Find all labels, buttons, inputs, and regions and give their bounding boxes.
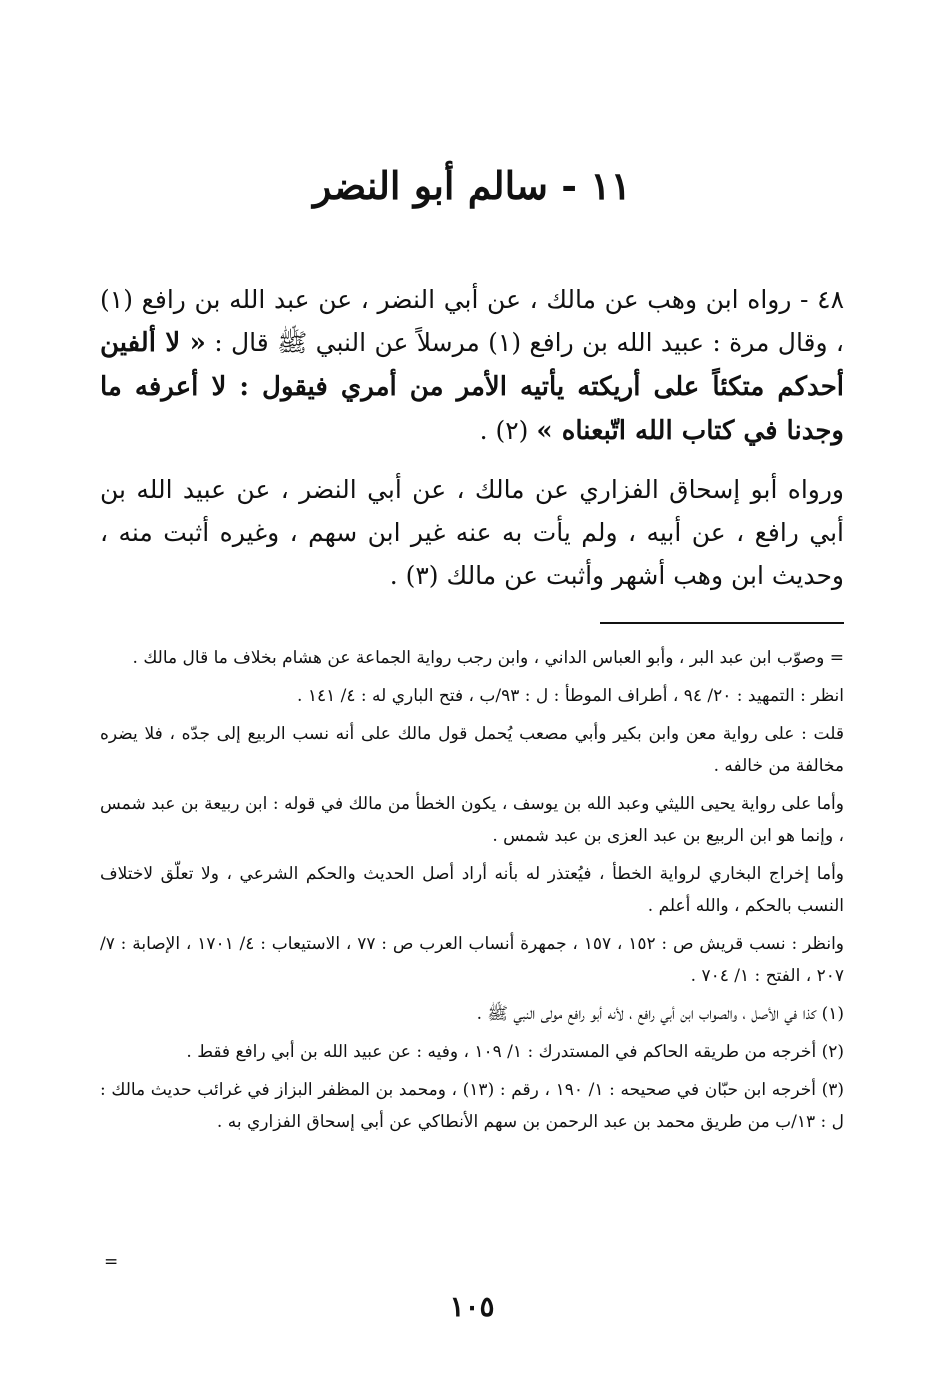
footnote-references: وانظر : نسب قريش ص : ١٥٢ ، ١٥٧ ، جمهرة أنساب العرب ص : ٧٧ ، الاستيعاب : ٤/ ١٧٠١ ، الإصابة : ٧/ ٢٠٧ ، الفتح : ١/ ٧٠٤ .	[100, 934, 844, 986]
narration-paragraph: ورواه أبو إسحاق الفزاري عن مالك ، عن أبي النضر ، عن عبيد الله بن أبي رافع ، عن أبيه ، ولم يأت به عنه غير ابن سهم ، وغيره أثبت منه ، وحديث ابن وهب أشهر وأثبت عن مالك (٣) .	[100, 475, 844, 590]
hadith-footnote-ref: (٢) .	[479, 416, 529, 445]
footnote-comment: وأما على رواية يحيى الليثي وعبد الله بن يوسف ، يكون الخطأ من مالك في قوله : ابن ربيعة بن عبد شمس ، وإنما هو ابن الربيع بن عبد العزى بن عبد شمس .	[100, 794, 844, 846]
footnote-continued: = وصوّب ابن عبد البر ، وأبو العباس الداني ، وابن رجب رواية الجماعة عن هشام بخلاف ما قال مالك .	[132, 648, 844, 668]
hadith-matn-text: « لا ألفين أحدكم متكئاً على أريكته يأتيه الأمر من أمري فيقول : لا أعرفه ما وجدنا في كتاب الله اتّبعناه »	[100, 328, 844, 446]
footnote-divider	[600, 622, 844, 624]
footnote-references: انظر : التمهيد : ٢٠/ ٩٤ ، أطراف الموطأ : ل : ٩٣/ب ، فتح الباري له : ٤/ ١٤١ .	[297, 686, 844, 706]
footnote-comment: قلت : على رواية معن وابن بكير وأبي مصعب يُحمل قول مالك على أنه نسب الربيع إلى جدّه ، فلا يضره مخالفة من خالفه .	[100, 724, 844, 776]
footnote-comment: وأما إخراج البخاري لرواية الخطأ ، فيُعتذر له بأنه أراد أصل الحديث والحكم الشرعي ، ولا تعلّق لاختلاف النسب بالحكم ، والله أعلم .	[100, 864, 844, 916]
continuation-mark: =	[104, 1252, 119, 1272]
hadith-paragraph-48	[100, 278, 844, 453]
main-text	[100, 278, 844, 597]
footnote-2: (٢) أخرجه من طريقه الحاكم في المستدرك : ١/ ١٠٩ ، وفيه : عن عبيد الله بن أبي رافع فقط .	[186, 1042, 844, 1062]
footnotes-section	[100, 642, 844, 1144]
hadith-lead-text: ٤٨ - رواه ابن وهب عن مالك ، عن أبي النضر ، عن عبد الله بن رافع (١) ، وقال مرة : عبيد الله بن رافع (١) مرسلاً عن النبي ﷺ قال :	[100, 285, 844, 357]
footnote-1: (١) كذا في الأصل ، والصواب ابن أبي رافع ، لأنه أبو رافع مولى النبي ﷺ .	[476, 1004, 844, 1024]
footnote-3: (٣) أخرجه ابن حبّان في صحيحه : ١/ ١٩٠ ، رقم : (١٣) ، ومحمد بن المظفر البزاز في غرائب حديث مالك : ل : ١٣/ب من طريق محمد بن عبد الرحمن بن سهم الأنطاكي عن أبي إسحاق الفزاري به .	[100, 1080, 844, 1132]
chapter-title: ١١ - سالم أبو النضر	[312, 163, 632, 208]
page-number: ١٠٥	[449, 1290, 495, 1323]
